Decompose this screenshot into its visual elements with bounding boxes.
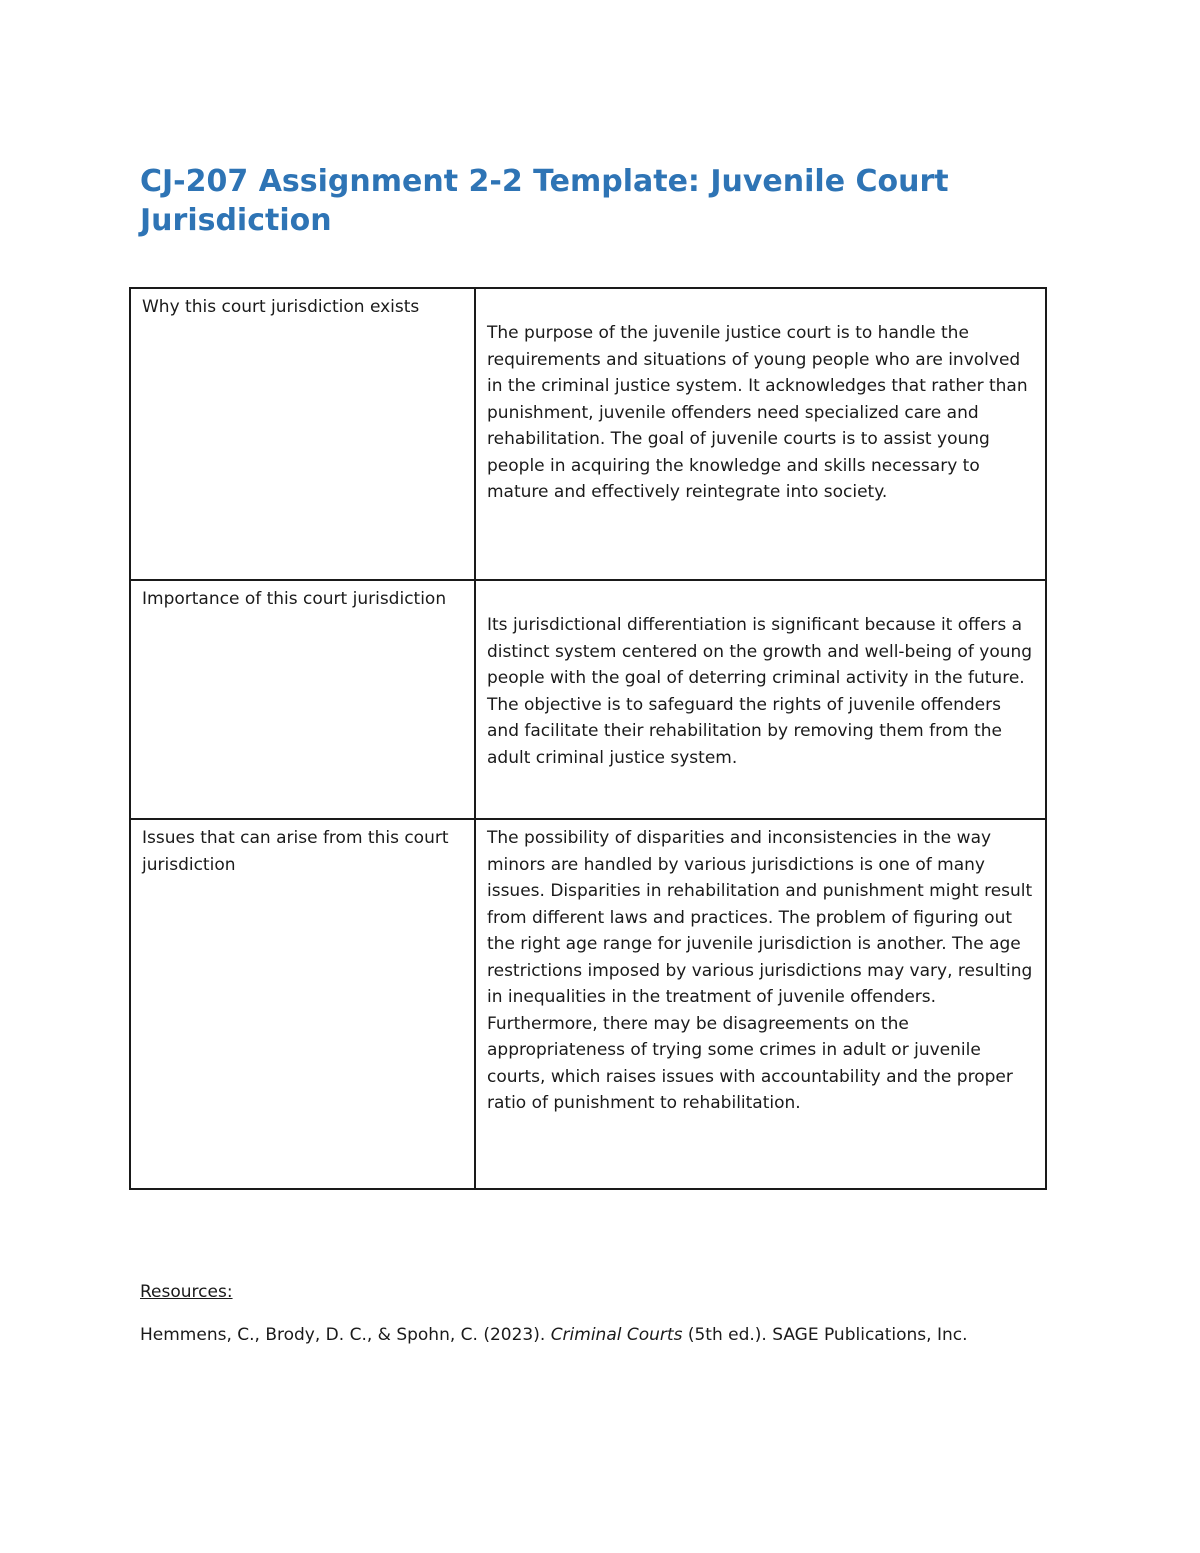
reference-citation [140, 1323, 1090, 1347]
row-label-cell [130, 288, 475, 580]
jurisdiction-table [129, 287, 1047, 1190]
row-answer-cell [475, 580, 1046, 819]
document-title: CJ-207 Assignment 2-2 Template: Juvenile Court Jurisdiction [140, 164, 949, 238]
blank-line [487, 586, 1035, 612]
resources-heading: Resources: [140, 1282, 233, 1302]
citation-authors-year: Hemmens, C., Brody, D. C., & Spohn, C. (2023). [140, 1325, 551, 1345]
row-label-cell [130, 819, 475, 1189]
row-answer-cell [475, 288, 1046, 580]
row-answer-text: The purpose of the juvenile justice court is to handle the requirements and situations of young people who are involved in the criminal justice system. It acknowledges that rather than punishment, juvenile offenders need specialized care and rehabilitation. The goal of juvenile courts is to assist young people in acquiring the knowledge and skills necessary to mature and effectively reintegrate into society. [487, 323, 1028, 502]
table-row [130, 819, 1046, 1189]
row-answer-text: Its jurisdictional differentiation is significant because it offers a distinct system centered on the growth and well-being of young people with the goal of deterring criminal activity in the future. The objective is to safeguard the rights of juvenile offenders and facilitate their rehabilitation by removing them from the adult criminal justice system. [487, 615, 1033, 768]
citation-book-title: Criminal Courts [550, 1325, 683, 1345]
citation-publisher: (5th ed.). SAGE Publications, Inc. [682, 1325, 968, 1345]
table-row [130, 580, 1046, 819]
row-answer-cell [475, 819, 1046, 1189]
row-label: Why this court jurisdiction exists [142, 297, 420, 317]
table-row [130, 288, 1046, 580]
row-label: Importance of this court jurisdiction [142, 589, 447, 609]
row-label: Issues that can arise from this court jurisdiction [142, 828, 449, 875]
row-answer-text: The possibility of disparities and inconsistencies in the way minors are handled by various jurisdictions is one of many issues. Disparities in rehabilitation and punishment might result from different laws and practices. The problem of figuring out the right age range for juvenile jurisdiction is another. The age restrictions imposed by various jurisdictions may vary, resulting in inequalities in the treatment of juvenile offenders. Furthermore, there may be disagreements on the appropriateness of trying some crimes in adult or juvenile courts, which raises issues with accountability and the proper ratio of punishment to rehabilitation. [487, 828, 1033, 1113]
row-label-cell [130, 580, 475, 819]
blank-line [487, 294, 1035, 320]
